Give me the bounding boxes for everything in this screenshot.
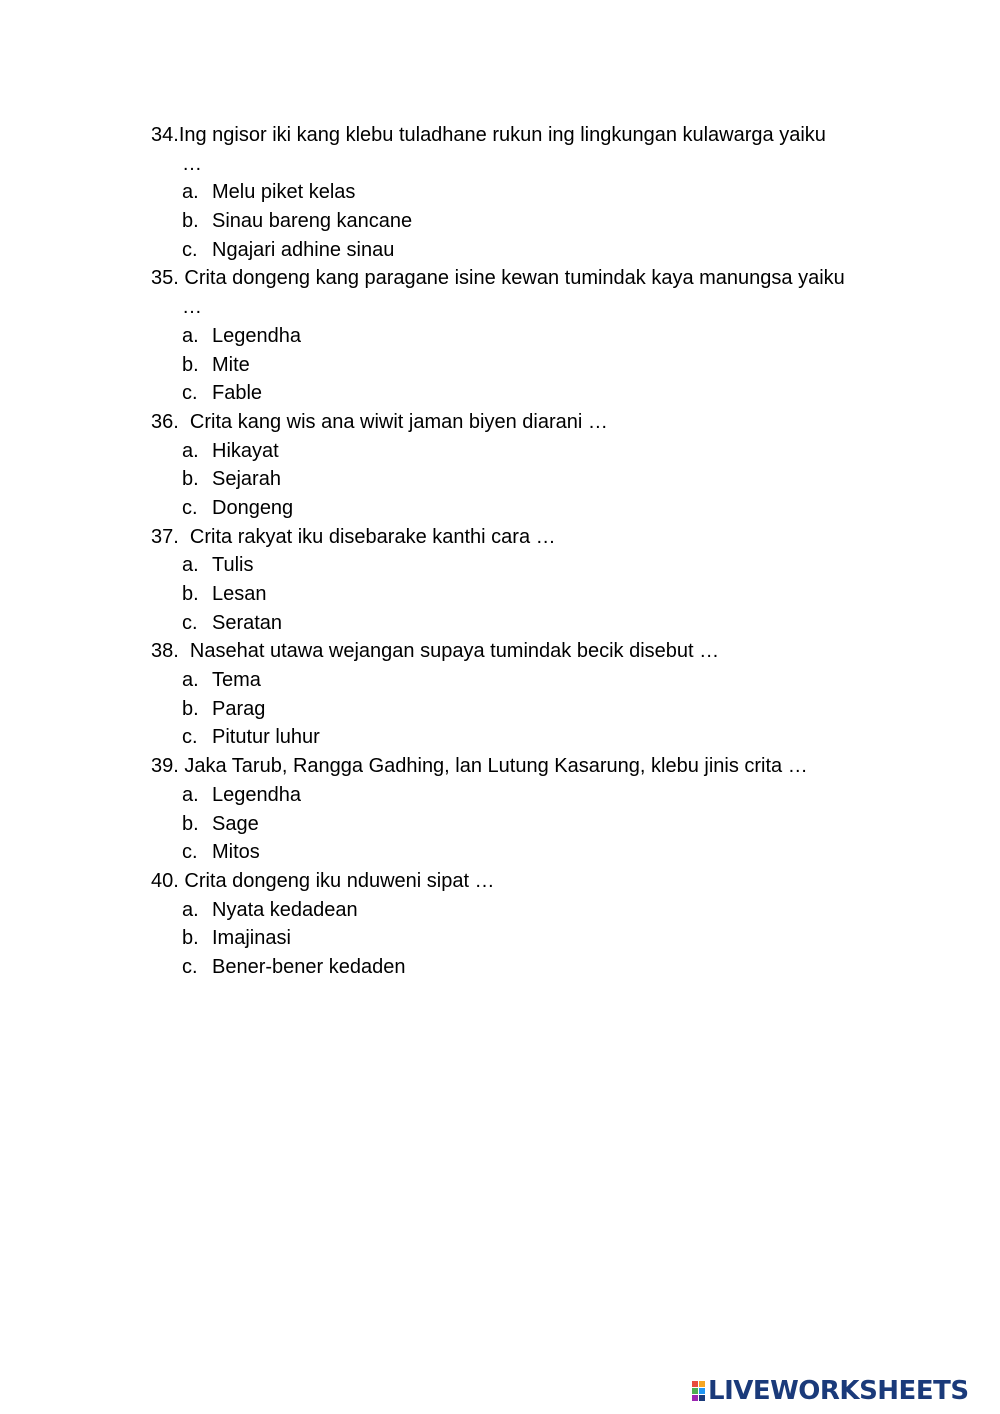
option-b[interactable]: [151, 351, 891, 380]
option-c[interactable]: [151, 609, 891, 638]
option-letter: a.: [182, 783, 199, 806]
option-a[interactable]: [151, 322, 891, 351]
option-letter: a.: [182, 898, 199, 921]
option-b[interactable]: [151, 695, 891, 724]
option-text: Sinau bareng kancane: [212, 210, 413, 233]
option-letter: b.: [182, 210, 199, 233]
option-text: Imajinasi: [212, 927, 291, 950]
option-text: Dongeng: [212, 496, 294, 519]
option-letter: b.: [182, 353, 199, 376]
option-text: Parag: [212, 697, 266, 720]
question-text: Crita rakyat iku disebarake kanthi cara …: [178, 525, 556, 548]
option-letter: a.: [182, 324, 199, 347]
option-b[interactable]: [151, 810, 891, 839]
option-a[interactable]: [151, 666, 891, 695]
option-letter: c.: [182, 841, 198, 864]
option-c[interactable]: [151, 953, 891, 982]
logo-square: [692, 1388, 698, 1394]
option-letter: b.: [182, 583, 199, 605]
option-b[interactable]: [151, 580, 891, 609]
option-text: Nyata kedadean: [212, 898, 358, 921]
option-letter: a.: [182, 554, 199, 577]
question-text: Jaka Tarub, Rangga Gadhing, lan Lutung Kasarung, klebu jinis crita …: [178, 755, 808, 778]
option-letter: a.: [182, 181, 199, 204]
option-letter: b.: [182, 468, 199, 491]
option-text: Fable: [212, 382, 263, 405]
question-38: [151, 637, 891, 752]
question-number: 37.: [151, 525, 179, 548]
option-a[interactable]: [151, 551, 891, 580]
option-letter: c.: [182, 726, 198, 749]
option-text: Mitos: [212, 841, 260, 864]
option-letter: a.: [182, 439, 199, 462]
option-a[interactable]: [151, 178, 891, 207]
option-letter: a.: [182, 669, 199, 692]
logo-square: [692, 1381, 698, 1387]
option-a[interactable]: [151, 437, 891, 466]
question-number: 36.: [151, 410, 179, 433]
question-text: Nasehat utawa wejangan supaya tumindak becik disebut …: [178, 640, 720, 663]
option-text: Melu piket kelas: [212, 181, 356, 204]
option-c[interactable]: [151, 236, 891, 265]
logo-grid-icon: [692, 1381, 705, 1401]
option-text: Pitutur luhur: [212, 726, 320, 749]
option-text: Ngajari adhine sinau: [212, 238, 395, 261]
option-letter: c.: [182, 238, 198, 261]
brand-name: LIVEWORKSHEETS: [708, 1376, 969, 1406]
option-text: Tema: [212, 669, 261, 692]
option-b[interactable]: [151, 465, 891, 494]
option-letter: c.: [182, 382, 198, 405]
logo-square: [699, 1388, 705, 1394]
option-letter: b.: [182, 927, 199, 950]
question-40: [151, 867, 891, 982]
question-text: Crita kang wis ana wiwit jaman biyen diarani …: [178, 410, 608, 433]
question-35: [151, 264, 891, 407]
question-36: [151, 408, 891, 523]
option-letter: c.: [182, 611, 198, 634]
option-letter: c.: [182, 496, 198, 519]
question-39: [151, 752, 891, 867]
question-continuation: …: [182, 152, 202, 175]
question-number: 39.: [151, 755, 179, 778]
question-number: 34.: [151, 124, 179, 146]
option-text: Tulis: [212, 554, 254, 577]
worksheet-questions: [151, 121, 891, 982]
logo-square: [692, 1395, 698, 1401]
option-letter: c.: [182, 955, 198, 978]
logo-square: [699, 1395, 705, 1401]
option-text: Lesan: [212, 583, 267, 605]
question-37: [151, 523, 891, 638]
option-text: Sage: [212, 812, 259, 835]
question-34: [151, 121, 891, 264]
option-c[interactable]: [151, 379, 891, 408]
option-a[interactable]: [151, 781, 891, 810]
question-continuation: …: [182, 296, 202, 319]
option-letter: b.: [182, 697, 199, 720]
question-number: 40.: [151, 869, 179, 892]
option-text: Legendha: [212, 783, 301, 806]
question-text: Ing ngisor iki kang klebu tuladhane rukun ing lingkungan kulawarga yaiku: [178, 124, 826, 146]
option-text: Hikayat: [212, 439, 279, 462]
option-text: Legendha: [212, 324, 301, 347]
question-text: Crita dongeng kang paragane isine kewan tumindak kaya manungsa yaiku: [178, 267, 845, 290]
option-b[interactable]: [151, 207, 891, 236]
option-c[interactable]: [151, 494, 891, 523]
logo-square: [699, 1381, 705, 1387]
liveworksheets-logo: [692, 1376, 969, 1406]
option-text: Mite: [212, 353, 250, 376]
option-c[interactable]: [151, 723, 891, 752]
question-text: Crita dongeng iku nduweni sipat …: [178, 869, 495, 892]
option-a[interactable]: [151, 896, 891, 925]
question-number: 38.: [151, 640, 179, 663]
option-text: Seratan: [212, 611, 283, 634]
option-c[interactable]: [151, 838, 891, 867]
option-b[interactable]: [151, 924, 891, 953]
option-text: Sejarah: [212, 468, 281, 491]
option-text: Bener-bener kedaden: [212, 955, 406, 978]
question-number: 35.: [151, 267, 179, 290]
option-letter: b.: [182, 812, 199, 835]
